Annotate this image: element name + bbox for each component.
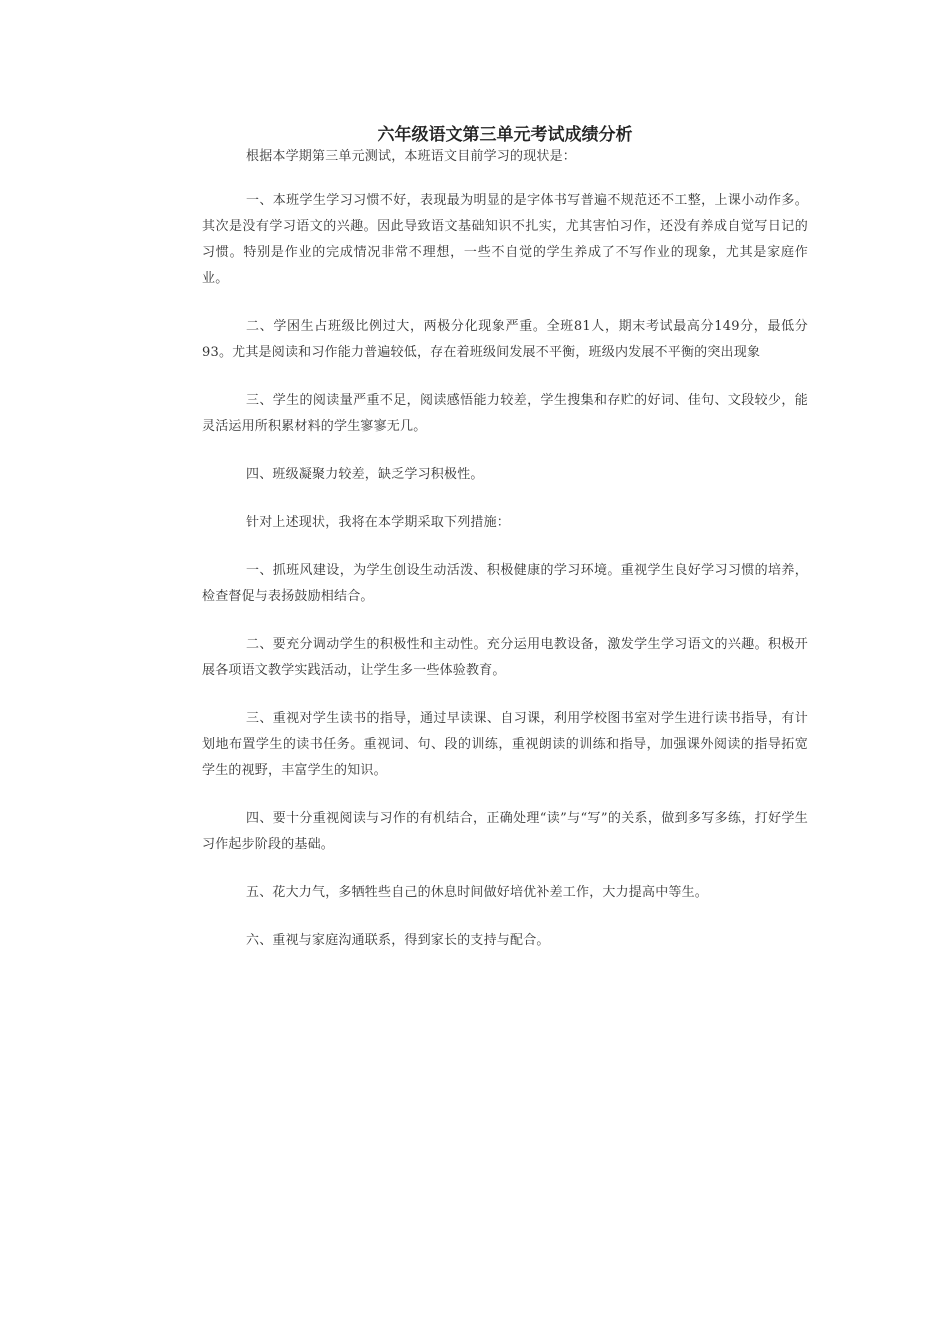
status-paragraph-3: 三、学生的阅读量严重不足，阅读感悟能力较差，学生搜集和存贮的好词、佳句、文段较少，能灵活运用所积累材料的学生寥寥无几。 [202, 393, 808, 434]
document-page [202, 118, 808, 976]
document-title: 六年级语文第三单元考试成绩分析 [377, 125, 633, 145]
status-paragraph-4: 四、班级凝聚力较差，缺乏学习积极性。 [246, 467, 484, 482]
status-paragraph-2: 二、学困生占班级比例过大，两极分化现象严重。全班81人，期末考试最高分149分，最低分93。尤其是阅读和习作能力普遍较低，存在着班级间发展不平衡，班级内发展不平衡的突出现象 [202, 319, 808, 360]
measure-paragraph-1: 一、抓班风建设，为学生创设生动活泼、积极健康的学习环境。重视学生良好学习习惯的培养，检查督促与表扬鼓励相结合。 [202, 563, 808, 604]
measure-paragraph-6: 六、重视与家庭沟通联系，得到家长的支持与配合。 [246, 933, 550, 948]
measures-intro-paragraph: 针对上述现状，我将在本学期采取下列措施： [246, 515, 511, 530]
measure-paragraph-2: 二、要充分调动学生的积极性和主动性。充分运用电教设备，激发学生学习语文的兴趣。积极开展各项语文教学实践活动，让学生多一些体验教育。 [202, 637, 808, 678]
intro-paragraph: 根据本学期第三单元测试，本班语文目前学习的现状是： [246, 149, 577, 164]
measure-paragraph-3: 三、重视对学生读书的指导，通过早读课、自习课，利用学校图书室对学生进行读书指导，有计划地布置学生的读书任务。重视词、句、段的训练，重视朗读的训练和指导，加强课外阅读的指导拓宽学生的视野，丰富学生的知识。 [202, 711, 808, 778]
measure-paragraph-4: 四、要十分重视阅读与习作的有机结合，正确处理“读”与“写”的关系，做到多写多练，打好学生习作起步阶段的基础。 [202, 811, 808, 852]
status-paragraph-1: 一、本班学生学习习惯不好，表现最为明显的是字体书写普遍不规范还不工整，上课小动作多。其次是没有学习语文的兴趣。因此导致语文基础知识不扎实，尤其害怕习作，还没有养成自觉写日记的习惯。特别是作业的完成情况非常不理想，一些不自觉的学生养成了不写作业的现象，尤其是家庭作业。 [202, 193, 808, 286]
measure-paragraph-5: 五、花大力气，多牺牲些自己的休息时间做好培优补差工作，大力提高中等生。 [246, 885, 709, 900]
